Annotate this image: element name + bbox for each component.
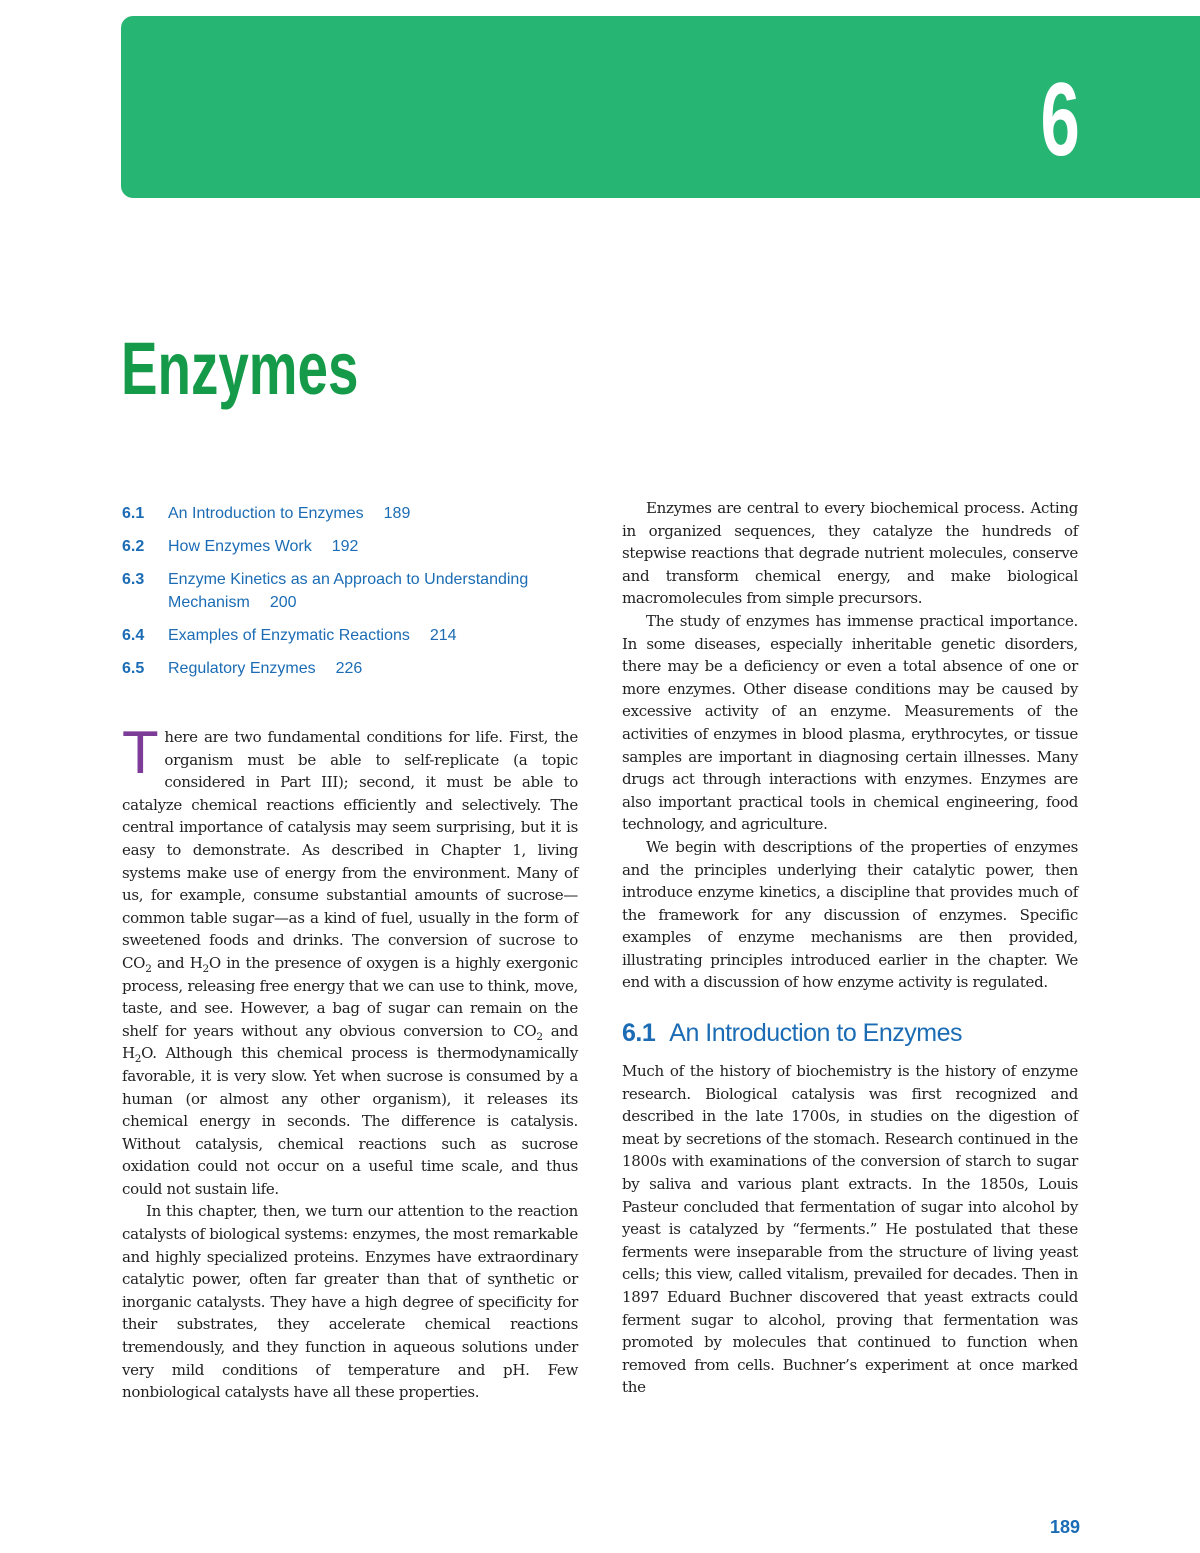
toc-entry <box>122 657 592 680</box>
toc-entry-body <box>168 624 592 647</box>
toc-entry-title: Examples of Enzymatic Reactions <box>168 627 410 644</box>
body-paragraph: Enzymes are central to every biochemical process. Acting in organized sequences, they catalyze the hundreds of stepwise reactions that degrade nutrient molecules, conserve and transform chemical energy, and make biological macromolecules from simple precursors. <box>622 499 1078 608</box>
section-number: 6.1 <box>622 1019 656 1048</box>
toc-entry-body <box>168 657 592 680</box>
toc-entry-body <box>168 535 592 558</box>
subscript: 2 <box>536 1030 543 1043</box>
text-run: and H <box>151 953 203 972</box>
table-of-contents <box>122 502 592 690</box>
toc-entry-number: 6.1 <box>122 505 145 522</box>
toc-entry <box>122 568 592 614</box>
text-run: here are two fundamental conditions for life. First, the organism must be able to self-replicate (a topic considered in Part III); second, it must be able to catalyze chemical reactions efficiently and selectively. The central importance of catalysis may seem surprising, but it is easy to demonstrate. As described in Chapter 1, living systems make use of energy from the environment. Many of us, for example, consume substantial amounts of sucrose—common table sugar—as a kind of fuel, usually in the form of sweetened foods and drinks. The conversion of sucrose to CO <box>122 728 578 972</box>
subscript: 2 <box>145 962 152 975</box>
toc-entry-body <box>168 568 592 614</box>
left-column <box>122 719 579 1404</box>
toc-entry-page: 200 <box>269 594 297 611</box>
section-heading <box>622 1018 1078 1048</box>
body-paragraph: We begin with descriptions of the properties of enzymes and the principles underlying their catalytic power, then introduce enzyme kinetics, a discipline that provides much of the framework for any discussion of enzymes. Specific examples of enzyme mechanisms are then provided, illustrating principles introduced earlier in the chapter. We end with a discussion of how enzyme activity is regulated. <box>622 837 1078 992</box>
subscript: 2 <box>134 1053 142 1066</box>
toc-entry-title: Regulatory Enzymes <box>168 660 316 677</box>
toc-entry <box>122 535 592 558</box>
chapter-banner <box>121 16 1200 198</box>
toc-entry-title: An Introduction to Enzymes <box>168 505 364 522</box>
intro-paragraph-2: In this chapter, then, we turn our attention to the reaction catalysts of biological systems: enzymes, the most remarkable and highly specialized proteins. Enzymes have extraordinary catalytic power, often far greater than that of synthetic or inorganic catalysts. They have a high degree of specificity for their substrates, they accelerate chemical reactions tremendously, and they function in aqueous solutions under very mild conditions of temperature and pH. Few nonbiological catalysts have all these properties. <box>122 1202 578 1402</box>
toc-entry-title: How Enzymes Work <box>168 538 312 555</box>
toc-entry <box>122 624 592 647</box>
toc-entry-title: Enzyme Kinetics as an Approach to Understanding Mechanism <box>168 571 529 611</box>
right-column <box>622 497 1078 1399</box>
section-title: An Introduction to Enzymes <box>669 1019 962 1048</box>
chapter-number: 6 <box>1040 62 1080 178</box>
toc-entry-number: 6.5 <box>122 660 145 677</box>
toc-entry-page: 189 <box>383 505 411 522</box>
body-paragraph: Much of the history of biochemistry is the history of enzyme research. Biological catalysis was first recognized and described in the late 1700s, in studies on the digestion of meat by secretions of the stomach. Research continued in the 1800s with examinations of the conversion of starch to sugar by saliva and various plant extracts. In the 1850s, Louis Pasteur concluded that fermentation of sugar into alcohol by yeast is catalyzed by “ferments.” He postulated that these ferments were inseparable from the structure of living yeast cells; this view, called vitalism, prevailed for decades. Then in 1897 Eduard Buchner discovered that yeast extracts could ferment sugar to alcohol, proving that fermentation was promoted by molecules that continued to function when removed from cells. Buchner’s experiment at once marked the <box>622 1062 1078 1397</box>
drop-cap: T <box>122 719 159 786</box>
text-run: O. Although this chemical process is thermodynamically favorable, it is very slow. Yet when sucrose is consumed by a human (or almost any other organism), it releases its chemical energy in seconds. The difference is catalysis. Without catalysis, chemical reactions such as sucrose oxidation could not occur on a useful time scale, and thus could not sustain life. <box>122 1044 578 1198</box>
toc-entry-page: 226 <box>335 660 363 677</box>
page-number: 189 <box>1049 1517 1080 1537</box>
toc-entry-number: 6.2 <box>122 538 145 555</box>
toc-entry-number: 6.3 <box>122 571 145 588</box>
toc-entry-body <box>168 502 592 525</box>
body-paragraph: The study of enzymes has immense practical importance. In some diseases, especially inheritable genetic disorders, there may be a deficiency or even a total absence of one or more enzymes. Other disease conditions may be caused by excessive activity of an enzyme. Measurements of the activities of enzymes in blood plasma, erythrocytes, or tissue samples are important in diagnosing certain illnesses. Many drugs act through interactions with enzymes. Enzymes are also important practical tools in chemical engineering, food technology, and agriculture. <box>622 611 1078 834</box>
toc-entry <box>122 502 592 525</box>
intro-paragraph-1 <box>122 719 579 1200</box>
subscript: 2 <box>202 962 209 975</box>
toc-entry-number: 6.4 <box>122 627 145 644</box>
toc-entry-page: 214 <box>429 627 457 644</box>
text-run: and H <box>122 1021 579 1063</box>
text-run: O in the presence of oxygen is a highly exergonic process, releasing free energy that we can use to think, move, taste, and see. However, a bag of sugar can remain on the shelf for years without any obvious conversion to CO <box>122 953 578 1040</box>
chapter-title: Enzymes <box>121 327 359 410</box>
toc-entry-page: 192 <box>331 538 359 555</box>
